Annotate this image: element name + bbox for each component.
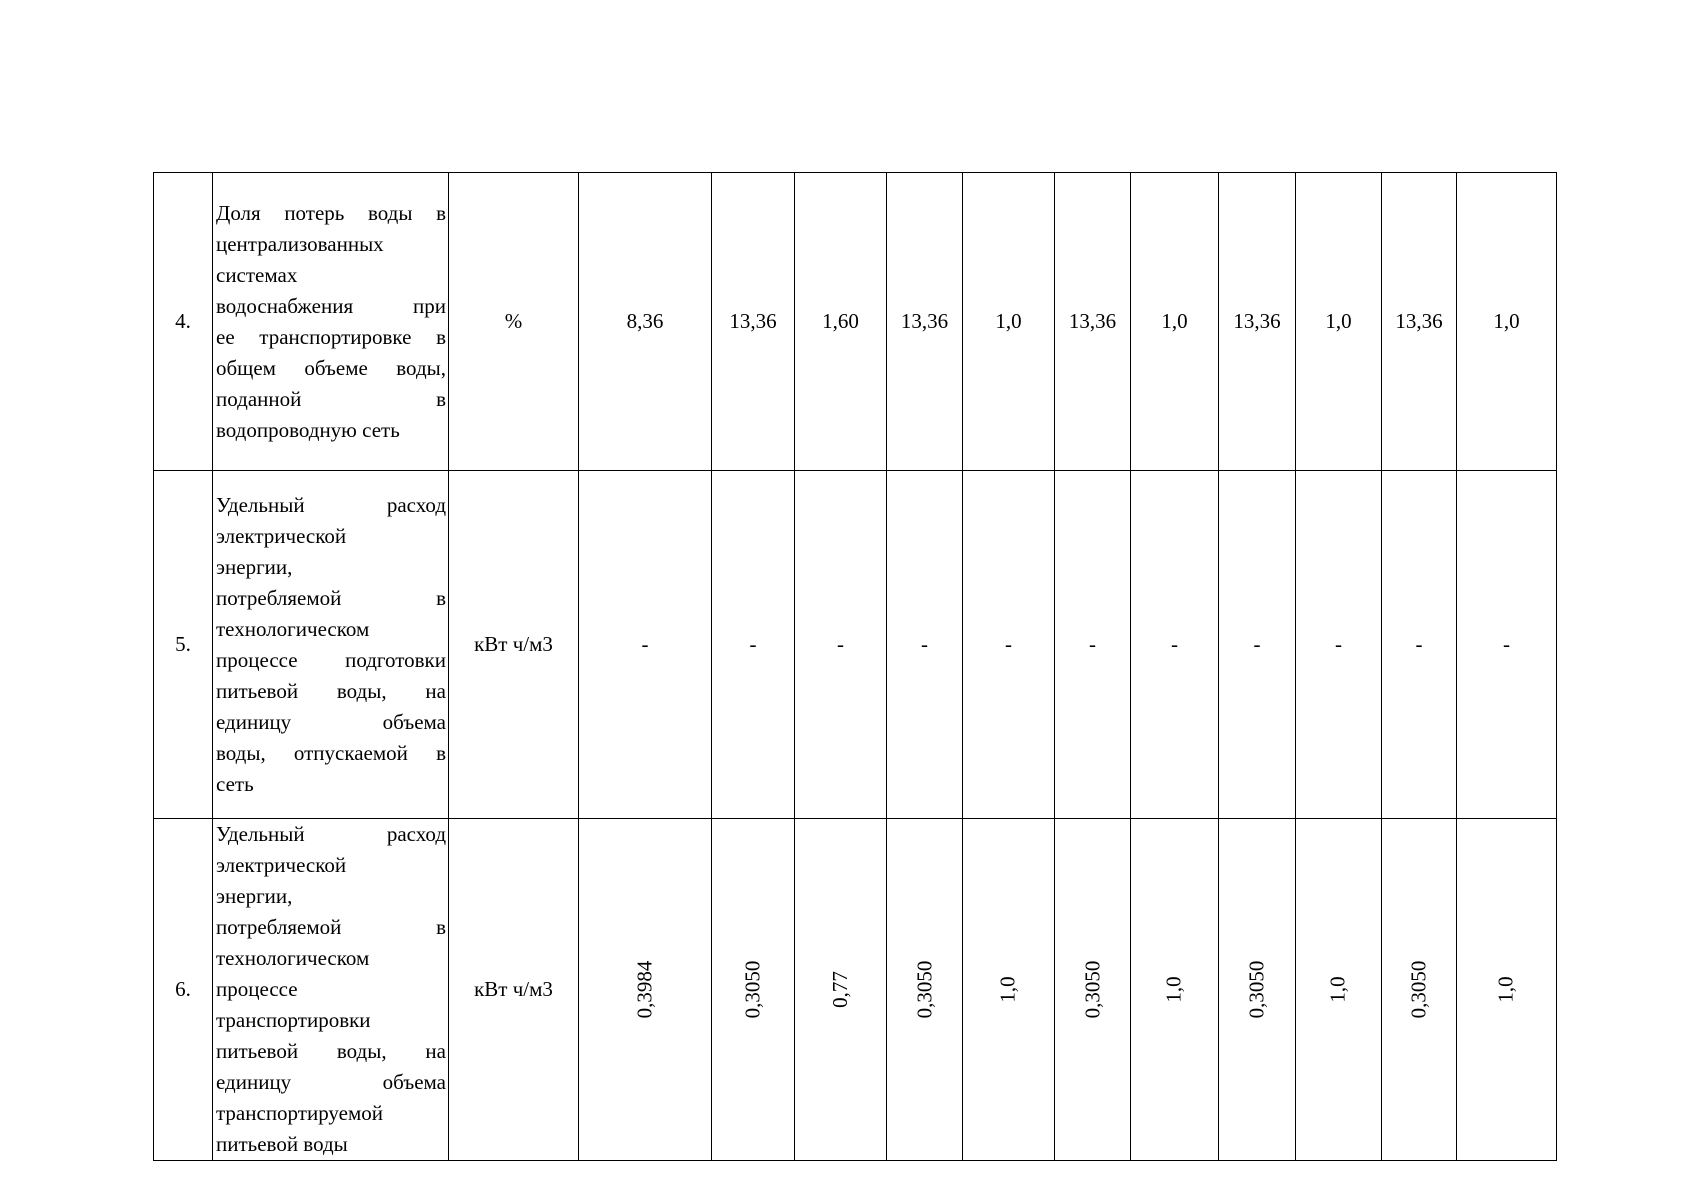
row-number: 5. bbox=[154, 471, 213, 819]
description-line: электрической bbox=[216, 853, 347, 877]
value-cell bbox=[795, 819, 887, 1161]
description-line: питьевой воды, на bbox=[216, 678, 446, 703]
description-line: процессе подготовки bbox=[216, 647, 446, 672]
value-cell bbox=[712, 819, 795, 1161]
value-cell: - bbox=[963, 471, 1055, 819]
value-vertical: 0,3984 bbox=[632, 960, 657, 1019]
value-cell: - bbox=[1382, 471, 1457, 819]
description-line: единицу объема bbox=[216, 1070, 446, 1094]
value-cell: 13,36 bbox=[1219, 173, 1296, 471]
row-unit: кВт ч/м3 bbox=[449, 819, 579, 1161]
table-row bbox=[154, 819, 1557, 1161]
table-row bbox=[154, 173, 1557, 471]
value-cell: 13,36 bbox=[887, 173, 963, 471]
description-line: транспортируемой bbox=[216, 1101, 383, 1125]
value-vertical: 0,3050 bbox=[1080, 960, 1104, 1019]
table-row bbox=[154, 471, 1557, 819]
description-line: технологическом bbox=[216, 616, 370, 641]
value-cell bbox=[1219, 819, 1296, 1161]
row-unit: % bbox=[449, 173, 579, 471]
value-cell: 13,36 bbox=[1055, 173, 1131, 471]
value-cell: 13,36 bbox=[1382, 173, 1457, 471]
value-cell bbox=[963, 819, 1055, 1161]
row-number: 6. bbox=[154, 819, 213, 1161]
row-description bbox=[213, 471, 449, 819]
description-line: сеть bbox=[216, 771, 254, 796]
description-line: энергии, bbox=[216, 884, 293, 908]
row-unit: кВт ч/м3 bbox=[449, 471, 579, 819]
value-cell: 1,0 bbox=[1457, 173, 1557, 471]
value-cell: - bbox=[1457, 471, 1557, 819]
value-cell: - bbox=[579, 471, 712, 819]
value-vertical: 0,3050 bbox=[740, 960, 765, 1019]
description-line: потребляемой в bbox=[216, 915, 446, 939]
description-line: питьевой воды bbox=[216, 1132, 348, 1156]
description-line: централизованных bbox=[216, 231, 384, 256]
value-vertical: 0,3050 bbox=[912, 960, 936, 1019]
value-vertical: 0,77 bbox=[828, 971, 852, 1008]
value-cell bbox=[1296, 819, 1382, 1161]
value-vertical: 1,0 bbox=[1494, 976, 1518, 1003]
value-vertical: 0,3050 bbox=[1406, 960, 1431, 1019]
value-cell bbox=[887, 819, 963, 1161]
description-line: водоснабжения при bbox=[216, 293, 446, 318]
description-line: транспортировки bbox=[216, 1008, 371, 1032]
description-line: энергии, bbox=[216, 554, 293, 579]
value-vertical: 1,0 bbox=[1326, 976, 1350, 1003]
value-vertical: 1,0 bbox=[1162, 976, 1186, 1003]
row-number: 4. bbox=[154, 173, 213, 471]
row-description bbox=[213, 173, 449, 471]
description-line: Удельный расход bbox=[216, 492, 446, 517]
value-cell: - bbox=[1219, 471, 1296, 819]
description-line: воды, отпускаемой в bbox=[216, 740, 446, 765]
value-cell: 1,0 bbox=[963, 173, 1055, 471]
indicators-table bbox=[153, 172, 1557, 1161]
value-cell: - bbox=[795, 471, 887, 819]
description-line: общем объеме воды, bbox=[216, 355, 446, 380]
value-vertical: 0,3050 bbox=[1244, 960, 1269, 1019]
value-cell bbox=[1131, 819, 1219, 1161]
value-cell: - bbox=[887, 471, 963, 819]
value-cell: - bbox=[1055, 471, 1131, 819]
description-line: поданной в bbox=[216, 386, 446, 411]
value-cell: 1,0 bbox=[1131, 173, 1219, 471]
description-line: Удельный расход bbox=[216, 822, 446, 846]
row-description bbox=[213, 819, 449, 1161]
value-cell bbox=[1382, 819, 1457, 1161]
description-line: процессе bbox=[216, 977, 298, 1001]
value-cell: 8,36 bbox=[579, 173, 712, 471]
description-line: Доля потерь воды в bbox=[216, 200, 446, 225]
description-line: электрической bbox=[216, 523, 347, 548]
value-cell: 1,60 bbox=[795, 173, 887, 471]
description-line: ее транспортировке в bbox=[216, 324, 446, 349]
value-cell bbox=[579, 819, 712, 1161]
description-line: водопроводную сеть bbox=[216, 417, 400, 442]
value-cell: - bbox=[712, 471, 795, 819]
value-cell bbox=[1055, 819, 1131, 1161]
value-vertical: 1,0 bbox=[996, 976, 1020, 1003]
description-line: технологическом bbox=[216, 946, 370, 970]
value-cell: - bbox=[1296, 471, 1382, 819]
description-line: системах bbox=[216, 262, 298, 287]
value-cell: 1,0 bbox=[1296, 173, 1382, 471]
description-line: единицу объема bbox=[216, 709, 446, 734]
description-line: питьевой воды, на bbox=[216, 1039, 446, 1063]
value-cell: - bbox=[1131, 471, 1219, 819]
value-cell: 13,36 bbox=[712, 173, 795, 471]
description-line: потребляемой в bbox=[216, 585, 446, 610]
value-cell bbox=[1457, 819, 1557, 1161]
